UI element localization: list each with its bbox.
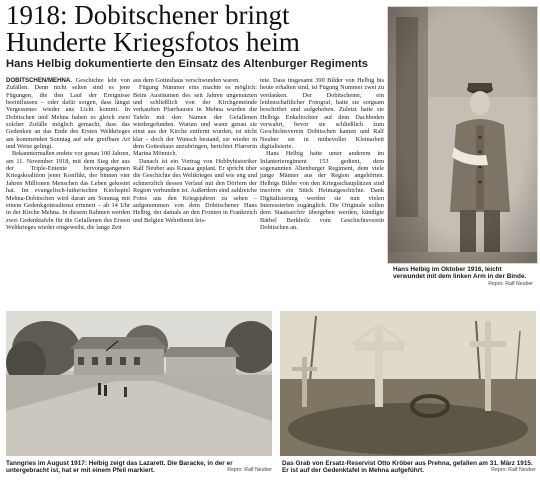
article-paragraph: Fügung Nummer eins machte es möglich: Beim Ausräumen des seit Jahren ungenutzten und schließlich von der Kirchgemeinde verkauften Pfarrhauses in Mehna wurden die Tafeln mit den Namen der Gefallenen wiedergefunden. Warum und wann genau sie einst aus der Kirche entfernt wurden, ist nicht klar – doch der Wunsch bestand, sie wieder in dem Gotteshaus anzubringen, berichtet Pfarrerin Marina Mönnich. bbox=[133, 84, 257, 158]
article-paragraph: tete. Dass insgesamt 390 Bilder von Helbig bis heute erhalten sind, ist Fügung Nummer zwei zu verdanken. Der Dobitschener, ein leidenschaftlicher Fotograf, hatte sie sorgsam beschriftet und aufgehoben. Zuletzt hatte sie Helbigs Enkeltochter auf dem Dachboden verwahrt, bevor sie schließlich zum Geschichtsverein Dobitschen kamen und Ralf Neuber sie in mühevoller Kleinarbeit digitalisierte. bbox=[260, 77, 384, 151]
article-paragraph: aus dem Gotteshaus verschwunden waren. bbox=[133, 77, 240, 84]
article-paragraph: Bekanntermaßen endete vor genau 100 Jahren, am 11. November 1918, mit dem Sieg der aus der Triple-Entente hervorgegangenen Kriegskoalition jener Konflikt, der binnen vier Jahren Millionen Menschen das Leben gekostet hat. Im evangelisch-lutherischen Kirchspiel Mehna-Dobitschen wird daran am Sonntag mit einem Gedenkgottesdienst erinnert – ab 14 Uhr in der Kirche Mehna. In diesem Rahmen werden zwei Gedenktafeln für die Gefallenen des Ersten Weltkrieges wieder eingeweiht, die lange Zeit bbox=[6, 150, 130, 231]
subheadline: Hans Helbig dokumentierte den Einsatz des Altenburger Regiments bbox=[6, 58, 369, 70]
paragraph-text: Geschichte lebt von Zufällen. Denn nicht selten sind es jene Fügungen, die den Lauf der Ereignisse beeinflussen – oder dafür sorgen, dass längst Vergessenes wieder ans Licht kommt. In Dobitschen und Mehna haben es gleich zwei solcher Zufälle möglich gemacht, dass das Gedenken an das Ende des Ersten Weltkrieges am kommenden Sonntag auf sehr greifbare Art und Weise gelingt. bbox=[6, 77, 130, 151]
portrait-photo bbox=[387, 6, 538, 264]
hospital-photo bbox=[6, 311, 272, 456]
hospital-caption bbox=[6, 460, 272, 475]
portrait-caption bbox=[393, 266, 533, 288]
article-paragraph bbox=[6, 77, 130, 150]
article-column-1 bbox=[6, 77, 130, 231]
grave-caption bbox=[282, 460, 536, 475]
soldier-grave-image bbox=[280, 311, 536, 456]
photo-credit: Repro: Ralf Neuber bbox=[227, 467, 272, 474]
headline-line-2: Hunderte Kriegsfotos heim bbox=[6, 27, 300, 57]
dateline: DOBITSCHEN/MEHNA. bbox=[6, 77, 73, 84]
article-paragraph: Danach ist ein Vortrag von Hobbyhistoriker Ralf Neuber aus Kraasa geplant. Er spricht über die Geschichte des Weltkrieges und wie eng und schmerzlich dessen Verlauf mit den Dörfern der Region verbunden ist. Außerdem sind zahlreiche Fotos aus den Kriegsjahren zu sehen – aufgenommen von dem Dobitschener Hans Helbig, der damals an den Fronten in Frankreich und Belgien Wehrdienst leis- bbox=[133, 157, 257, 224]
article-column-2 bbox=[133, 77, 257, 224]
headline bbox=[6, 2, 386, 56]
caption-text: Hans Helbig im Oktober 1916, leicht verwundet mit dem linken Arm in der Binde. bbox=[393, 266, 527, 281]
photo-credit: Repro: Ralf Neuber bbox=[488, 280, 533, 287]
caption-text: Tanngries im August 1917: Helbig zeigt das Lazarett. Die Baracke, in der er untergebracht ist, hat er mit einem Pfeil markiert. bbox=[6, 460, 233, 475]
article-paragraph: Hans Helbig hatte unter anderem im Infanterieregiment 153 gedient, dem sogenannten Altenburger Regiment, dem viele junge Männer aus der Region angehörten. Helbigs Bilder von den Kriegsschauplätzen sind insofern ein Stück Heimatgeschichte. Dank Digitalisierung werden sie nun vielen Interessierten zugänglich. Die Originale sollen dem Staatsarchiv übergeben werden, kündigte Bärbel Berkholz vom Geschichtsverein Dobitschen an. bbox=[260, 150, 384, 231]
grave-photo bbox=[280, 311, 536, 456]
photo-credit: Repro: Ralf Neuber bbox=[491, 467, 536, 474]
article-column-3 bbox=[260, 77, 384, 231]
soldier-portrait-image bbox=[388, 7, 538, 264]
headline-line-1: 1918: Dobitschener bringt bbox=[6, 0, 290, 30]
field-hospital-image bbox=[6, 311, 272, 456]
caption-text: Das Grab von Ersatz-Reservist Otto Kröber aus Prehna, gefallen am 31. März 1915. Er ist auf der Gedenktafel in Mehna aufgeführt. bbox=[282, 460, 533, 475]
